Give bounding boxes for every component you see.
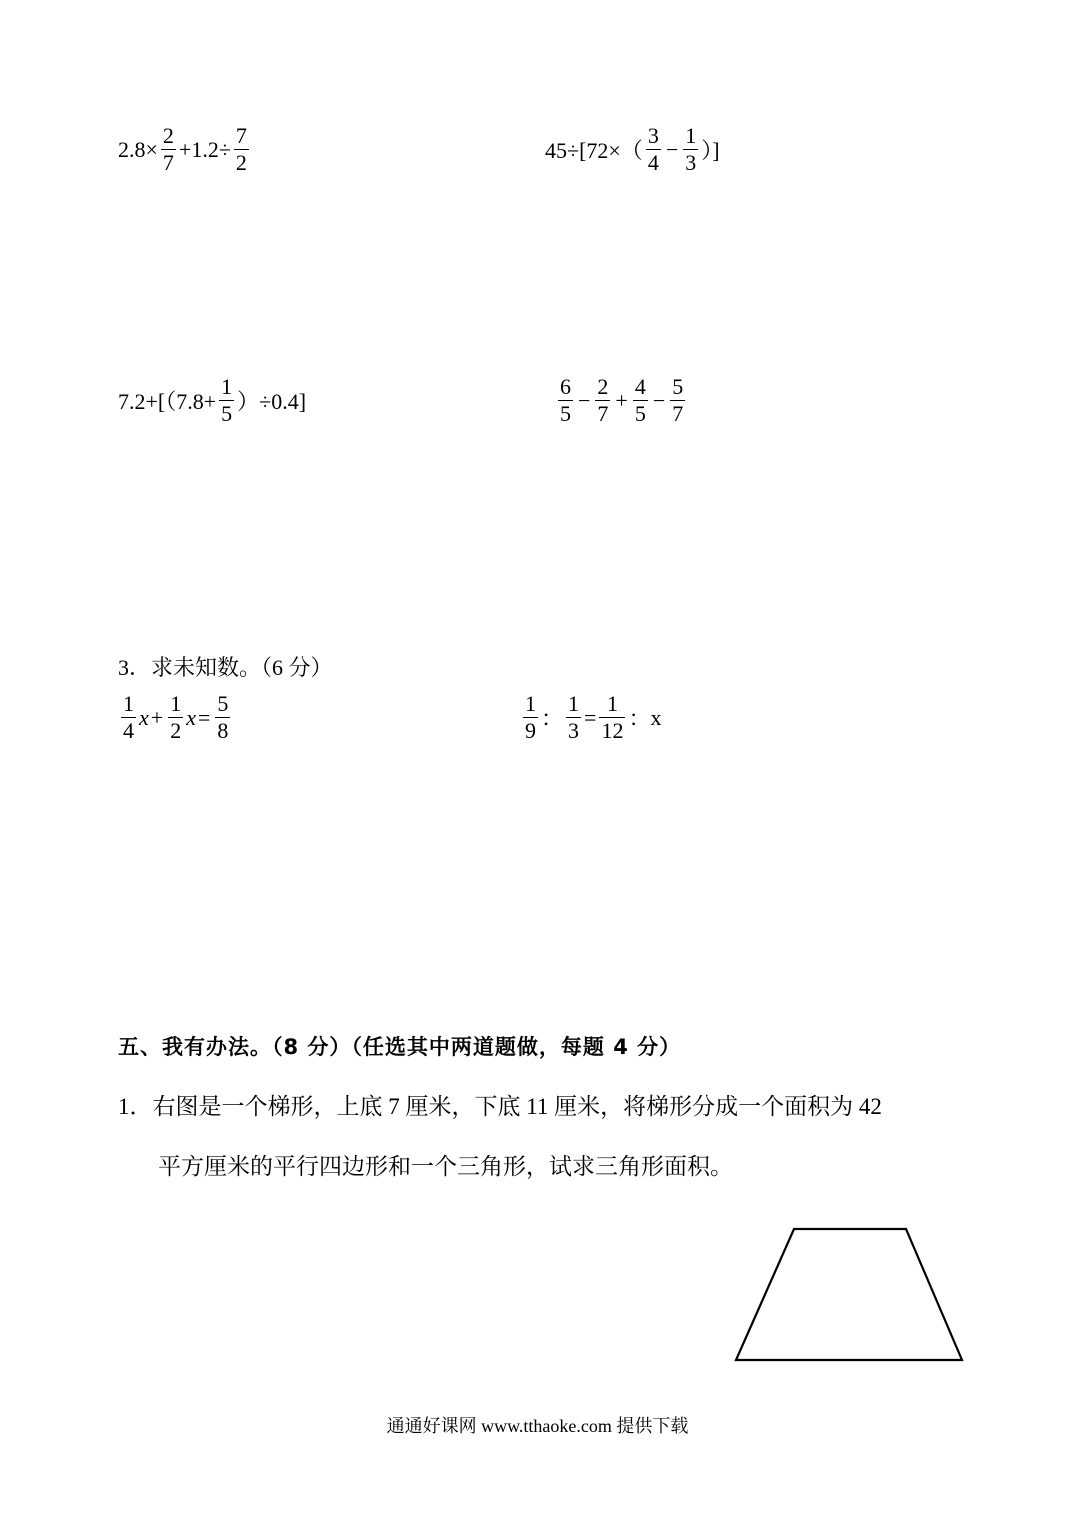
numerator: 1: [685, 123, 697, 148]
denominator: 5: [560, 401, 571, 426]
numerator: 4: [634, 374, 646, 399]
numerator: 1: [170, 691, 182, 716]
equals-sign: =: [197, 704, 211, 730]
fraction: [566, 691, 581, 744]
expression-2: [545, 123, 720, 176]
expr-text: 2.8×: [118, 136, 158, 162]
numerator: 2: [162, 123, 174, 148]
variable: x: [186, 704, 196, 730]
expression-1: [118, 123, 252, 176]
section-3-title: 3．求未知数。（6 分）: [118, 655, 333, 680]
fraction: [558, 374, 573, 427]
numerator: 7: [235, 123, 247, 148]
page-footer: 通通好课网 www.tthaoke.com 提供下载: [386, 1416, 689, 1436]
operator: +: [150, 704, 164, 730]
operator: −: [652, 387, 666, 413]
trapezoid-figure: [730, 1224, 970, 1366]
section-5-heading: 五、我有办法。（8 分）（任选其中两道题做，每题 4 分）: [118, 1035, 682, 1059]
fraction: [599, 691, 625, 744]
fraction: [523, 691, 538, 744]
fraction: [595, 374, 610, 427]
denominator: 4: [647, 150, 659, 175]
denominator: 9: [525, 718, 536, 743]
denominator: 8: [217, 718, 229, 743]
denominator: 7: [597, 401, 609, 426]
variable: x: [139, 704, 149, 730]
fraction: [234, 123, 249, 176]
fraction: [633, 374, 648, 427]
expr-text: ）]: [701, 138, 720, 163]
fraction: [168, 691, 183, 744]
denominator: 12: [601, 718, 624, 743]
denominator: 2: [170, 718, 182, 743]
numerator: 1: [123, 691, 134, 716]
fraction: [683, 123, 698, 176]
operator: −: [665, 136, 679, 162]
variable: x: [650, 704, 662, 730]
fraction: [215, 691, 230, 744]
denominator: 4: [123, 718, 134, 743]
operator: −: [578, 387, 591, 413]
denominator: 3: [685, 150, 697, 175]
ratio-colon: ：: [541, 706, 564, 731]
ratio-colon: ：: [628, 706, 651, 731]
denominator: 7: [162, 150, 174, 175]
numerator: 5: [672, 374, 684, 399]
equation-1: [118, 691, 233, 744]
fraction: [219, 374, 234, 427]
expression-4: [555, 374, 688, 427]
fraction: [646, 123, 661, 176]
problem-1-line-2: 平方厘米的平行四边形和一个三角形，试求三角形面积。: [158, 1154, 733, 1179]
numerator: 1: [525, 691, 536, 716]
expr-text: 45÷[72×（: [545, 138, 643, 163]
numerator: 1: [568, 691, 580, 716]
fraction: [670, 374, 685, 427]
equals-sign: =: [584, 704, 597, 730]
trapezoid-shape: [736, 1229, 962, 1360]
fraction: [161, 123, 176, 176]
expr-text: +1.2÷: [178, 136, 231, 162]
equation-2: [520, 691, 661, 744]
numerator: 2: [597, 374, 609, 399]
numerator: 6: [560, 374, 571, 399]
denominator: 5: [221, 401, 233, 426]
denominator: 3: [568, 718, 580, 743]
denominator: 5: [634, 401, 646, 426]
numerator: 1: [221, 374, 233, 399]
denominator: 2: [235, 150, 247, 175]
numerator: 5: [217, 691, 229, 716]
fraction: [121, 691, 136, 744]
problem-1-line-1: 1．右图是一个梯形，上底 7 厘米，下底 11 厘米，将梯形分成一个面积为 42: [118, 1094, 882, 1119]
operator: +: [615, 387, 628, 413]
numerator: 1: [606, 691, 618, 716]
expr-text: ）÷0.4]: [237, 389, 307, 414]
expr-text: 7.2+[（7.8+: [118, 389, 217, 414]
expression-3: [118, 374, 306, 427]
numerator: 3: [647, 123, 659, 148]
denominator: 7: [672, 401, 684, 426]
